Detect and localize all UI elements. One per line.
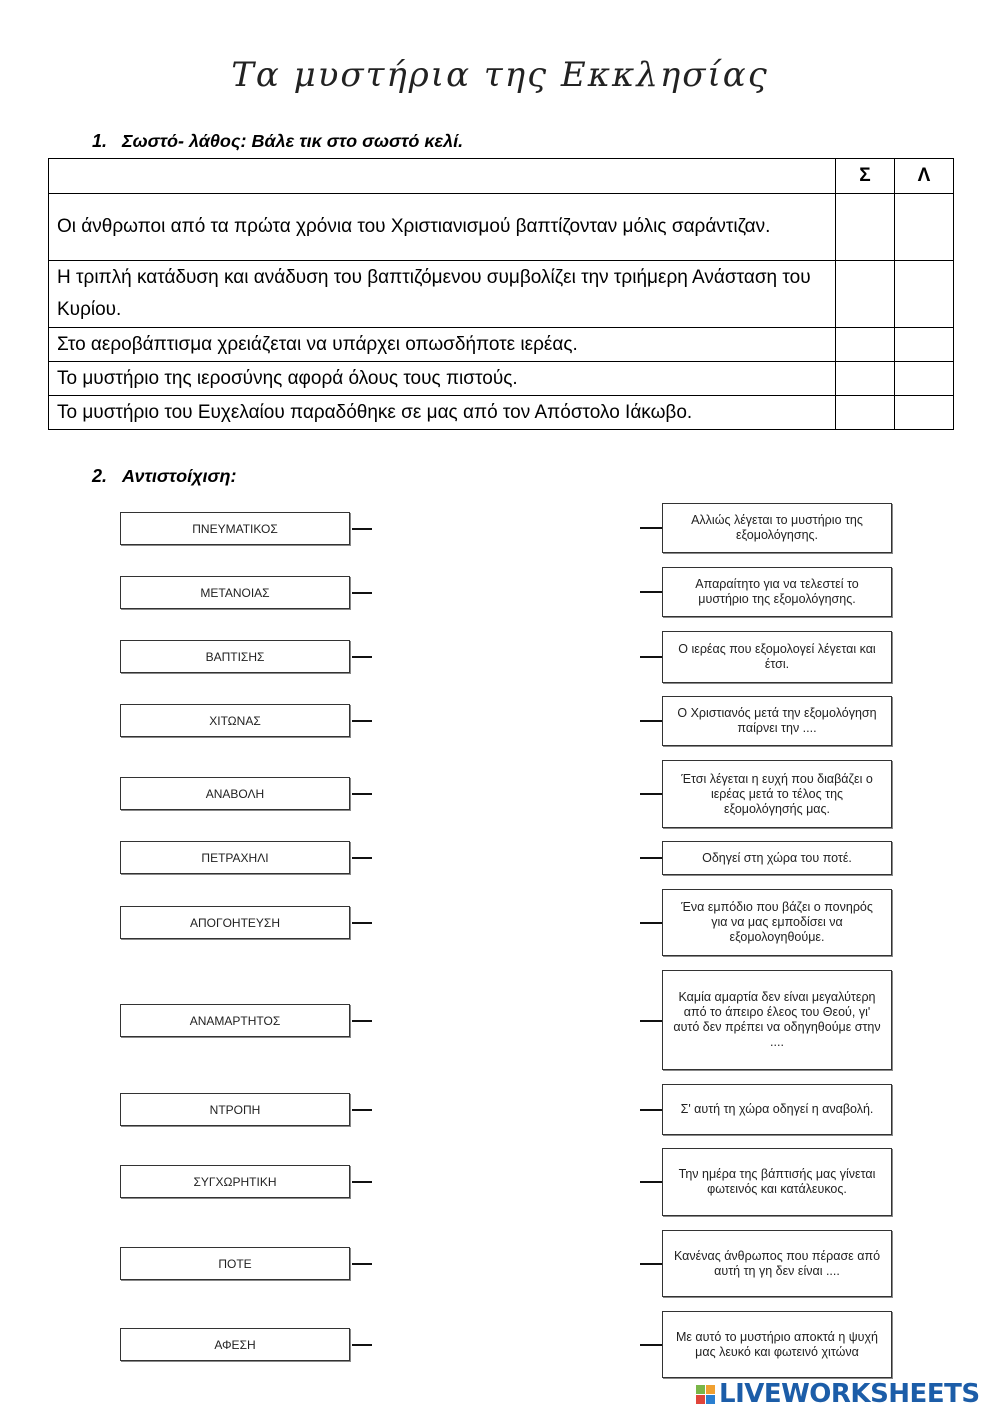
left-item-6: ΠΕΤΡΑΧΗΛΙ [120, 841, 350, 874]
true-false-table [48, 158, 954, 430]
true-cell-1[interactable] [836, 194, 895, 261]
right-item-5: Έτσι λέγεται η ευχή που διαβάζει ο ιερέας μετά το τέλος της εξομολόγησής μας. [662, 760, 892, 828]
right-item-2: Απαραίτητο για να τελεστεί το μυστήριο της εξομολόγησης. [662, 567, 892, 617]
left-item-7: ΑΠΟΓΟΗΤΕΥΣΗ [120, 906, 350, 939]
right-item-3: Ο ιερέας που εξομολογεί λέγεται και έτσι. [662, 631, 892, 683]
left-item-8: ΑΝΑΜΑΡΤΗΤΟΣ [120, 1004, 350, 1037]
left-item-11: ΠΟΤΕ [120, 1247, 350, 1280]
right-connector-12[interactable] [640, 1344, 662, 1346]
true-cell-5[interactable] [836, 396, 895, 430]
left-connector-9[interactable] [352, 1109, 372, 1111]
statement-1: Οι άνθρωποι από τα πρώτα χρόνια του Χριστιανισμού βαπτίζονταν μόλις σαράντιζαν. [49, 194, 836, 261]
left-connector-4[interactable] [352, 720, 372, 722]
right-item-6: Οδηγεί στη χώρα του ποτέ. [662, 841, 892, 875]
section2-heading [92, 466, 236, 487]
left-connector-7[interactable] [352, 922, 372, 924]
false-cell-3[interactable] [895, 328, 954, 362]
left-item-10: ΣΥΓΧΩΡΗΤΙΚΗ [120, 1165, 350, 1198]
right-connector-9[interactable] [640, 1109, 662, 1111]
section1-number: 1. [92, 131, 108, 151]
left-connector-3[interactable] [352, 656, 372, 658]
page-title: Τα μυστήρια της Εκκλησίας [231, 55, 769, 95]
header-blank [49, 159, 836, 194]
left-connector-11[interactable] [352, 1263, 372, 1265]
header-false: Λ [895, 159, 954, 194]
false-cell-1[interactable] [895, 194, 954, 261]
right-connector-8[interactable] [640, 1020, 662, 1022]
left-connector-12[interactable] [352, 1344, 372, 1346]
section1-heading-text: Σωστό- λάθος: Βάλε τικ στο σωστό κελί. [122, 131, 464, 151]
left-connector-5[interactable] [352, 793, 372, 795]
left-item-5: ΑΝΑΒΟΛΗ [120, 777, 350, 810]
right-connector-10[interactable] [640, 1181, 662, 1183]
left-connector-6[interactable] [352, 857, 372, 859]
right-connector-7[interactable] [640, 922, 662, 924]
statement-3: Στο αεροβάπτισμα χρειάζεται να υπάρχει οπωσδήποτε ιερέας. [49, 328, 836, 362]
left-connector-1[interactable] [352, 528, 372, 530]
table-row [49, 261, 954, 328]
true-cell-3[interactable] [836, 328, 895, 362]
right-connector-5[interactable] [640, 793, 662, 795]
false-cell-2[interactable] [895, 261, 954, 328]
right-connector-1[interactable] [640, 527, 662, 529]
table-row [49, 396, 954, 430]
liveworksheets-logo-icon [696, 1385, 715, 1404]
left-connector-8[interactable] [352, 1020, 372, 1022]
statement-4: Το μυστήριο της ιεροσύνης αφορά όλους τους πιστούς. [49, 362, 836, 396]
right-connector-4[interactable] [640, 720, 662, 722]
left-connector-10[interactable] [352, 1181, 372, 1183]
left-item-4: ΧΙΤΩΝΑΣ [120, 704, 350, 737]
section2-heading-text: Αντιστοίχιση: [122, 466, 237, 486]
left-item-2: ΜΕΤΑΝΟΙΑΣ [120, 576, 350, 609]
liveworksheets-logo-text: LIVEWORKSHEETS [719, 1379, 980, 1409]
table-row [49, 328, 954, 362]
table-row [49, 194, 954, 261]
right-item-11: Κανένας άνθρωπος που πέρασε από αυτή τη γη δεν είναι .... [662, 1230, 892, 1297]
left-item-1: ΠΝΕΥΜΑΤΙΚΟΣ [120, 512, 350, 545]
false-cell-4[interactable] [895, 362, 954, 396]
right-item-9: Σ' αυτή τη χώρα οδηγεί η αναβολή. [662, 1084, 892, 1135]
right-connector-11[interactable] [640, 1263, 662, 1265]
right-item-12: Με αυτό το μυστήριο αποκτά η ψυχή μας λευκό και φωτεινό χιτώνα [662, 1311, 892, 1378]
header-true: Σ [836, 159, 895, 194]
right-connector-3[interactable] [640, 656, 662, 658]
right-connector-6[interactable] [640, 857, 662, 859]
table-row [49, 362, 954, 396]
true-cell-4[interactable] [836, 362, 895, 396]
left-item-9: ΝΤΡΟΠΗ [120, 1093, 350, 1126]
liveworksheets-logo[interactable] [696, 1378, 980, 1410]
right-item-10: Την ημέρα της βάπτισής μας γίνεται φωτεινός και κατάλευκος. [662, 1148, 892, 1216]
left-item-12: ΑΦΕΣΗ [120, 1328, 350, 1361]
section2-number: 2. [92, 466, 108, 486]
left-item-3: ΒΑΠΤΙΣΗΣ [120, 640, 350, 673]
right-item-4: Ο Χριστιανός μετά την εξομολόγηση παίρνει την .... [662, 696, 892, 746]
true-cell-2[interactable] [836, 261, 895, 328]
statement-2: Η τριπλή κατάδυση και ανάδυση του βαπτιζόμενου συμβολίζει την τριήμερη Ανάσταση του Κυρίου. [49, 261, 836, 328]
false-cell-5[interactable] [895, 396, 954, 430]
right-connector-2[interactable] [640, 591, 662, 593]
right-item-8: Καμία αμαρτία δεν είναι μεγαλύτερη από το άπειρο έλεος του Θεού, γι' αυτό δεν πρέπει να οδηγηθούμε στην .... [662, 970, 892, 1070]
right-item-7: Ένα εμπόδιο που βάζει ο πονηρός για να μας εμποδίσει να εξομολογηθούμε. [662, 889, 892, 956]
section1-heading [92, 131, 463, 152]
left-connector-2[interactable] [352, 592, 372, 594]
statement-5: Το μυστήριο του Ευχελαίου παραδόθηκε σε μας από τον Απόστολο Ιάκωβο. [49, 396, 836, 430]
right-item-1: Αλλιώς λέγεται το μυστήριο της εξομολόγησης. [662, 503, 892, 553]
